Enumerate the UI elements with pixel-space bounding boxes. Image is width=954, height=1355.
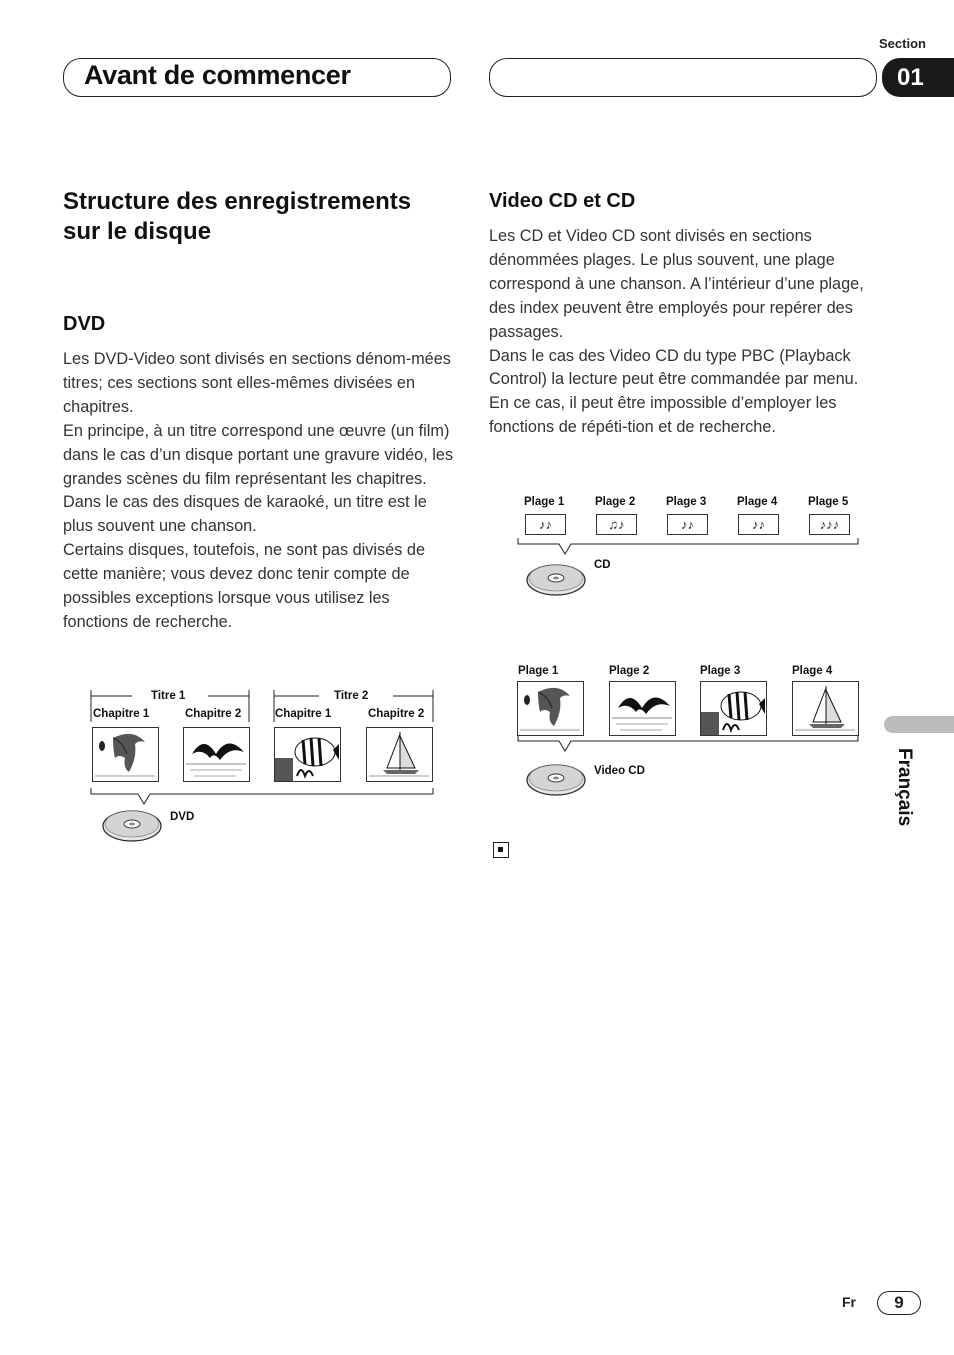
section-heading: Structure des enregistrements sur le disque (63, 188, 412, 245)
seagull-image (609, 681, 676, 736)
language-label: Français (894, 748, 915, 827)
section-label: Section (879, 36, 926, 51)
fish-image (700, 681, 767, 736)
vcd-brace (515, 733, 865, 763)
end-mark-icon (493, 842, 509, 858)
chapter-label: Chapitre 2 (185, 708, 242, 720)
paragraph: Certains disques, toutefois, ne sont pas divisés de cette manière; vous devez donc tenir compte de possibles exceptions lorsque vous utilisez les fonctions de recherche. (63, 541, 426, 631)
section-number-badge: 01 (882, 58, 954, 97)
paragraph: Les CD et Video CD sont divisés en sections dénommées plages. Le plus souvent, une plage correspond à une chanson. A l’intérieur d’une plage, des index peuvent être employés pour repérer des passages. (489, 227, 864, 341)
dvd-body-text (63, 348, 455, 635)
note-glyph: ♪♪♪ (819, 517, 840, 532)
music-note-icon (596, 514, 637, 535)
vcd-diagram (515, 663, 865, 803)
page-number: 9 (877, 1291, 921, 1315)
note-glyph: ♫♪ (608, 517, 625, 532)
paragraph: Les DVD-Video sont divisés en sections dénom-mées titres; ces sections sont elles-mêmes divisées en chapitres. (63, 350, 451, 416)
track-label: Plage 3 (700, 665, 741, 677)
language-side-tab (884, 716, 954, 733)
note-glyph: ♪♪ (539, 517, 552, 532)
paragraph: En principe, à un titre correspond une œuvre (un film) dans le cas d’un disque portant une gravure vidéo, les grandes scènes du film représentant les chapitres. Dans le cas des disques de karaoké, un titre est le plus souvent une chanson. (63, 421, 454, 536)
cd-body-text (489, 225, 875, 440)
disc-label: Video CD (594, 765, 645, 777)
cd-diagram (515, 494, 865, 604)
title-label: Titre 1 (151, 690, 186, 702)
music-note-icon (809, 514, 850, 535)
dolphin-image (92, 727, 159, 782)
music-note-icon (667, 514, 708, 535)
footer-lang: Fr (842, 1294, 856, 1310)
track-label: Plage 4 (737, 496, 778, 508)
fish-image (274, 727, 341, 782)
disc-label: DVD (170, 811, 195, 823)
note-glyph: ♪♪ (752, 517, 765, 532)
track-label: Plage 5 (808, 496, 849, 508)
track-label: Plage 4 (792, 665, 833, 677)
dvd-disc-icon (102, 806, 164, 844)
dvd-heading: DVD (63, 313, 106, 335)
seagull-image (183, 727, 250, 782)
chapter-label: Chapitre 1 (275, 708, 332, 720)
track-label: Plage 1 (524, 496, 565, 508)
dvd-diagram (88, 686, 438, 846)
track-label: Plage 1 (518, 665, 559, 677)
sailboat-image (366, 727, 433, 782)
music-note-icon (738, 514, 779, 535)
music-note-icon (525, 514, 566, 535)
vcd-disc-icon (526, 760, 588, 798)
track-label: Plage 3 (666, 496, 707, 508)
chapter-label: Chapitre 1 (93, 708, 150, 720)
track-label: Plage 2 (595, 496, 636, 508)
note-glyph: ♪♪ (681, 517, 694, 532)
track-label: Plage 2 (609, 665, 650, 677)
cd-disc-icon (526, 560, 588, 598)
dolphin-image (517, 681, 584, 736)
disc-label: CD (594, 559, 611, 571)
chapter-label: Chapitre 2 (368, 708, 425, 720)
header-blank-frame (489, 58, 877, 97)
paragraph: Dans le cas des Video CD du type PBC (Playback Control) la lecture peut être commandée par menu. En ce cas, il peut être impossible d’employer les fonctions de répéti-tion et de recherche. (489, 346, 859, 437)
cd-heading: Video CD et CD (489, 190, 636, 212)
title-label: Titre 2 (334, 690, 369, 702)
sailboat-image (792, 681, 859, 736)
page-title: Avant de commencer (84, 60, 351, 90)
